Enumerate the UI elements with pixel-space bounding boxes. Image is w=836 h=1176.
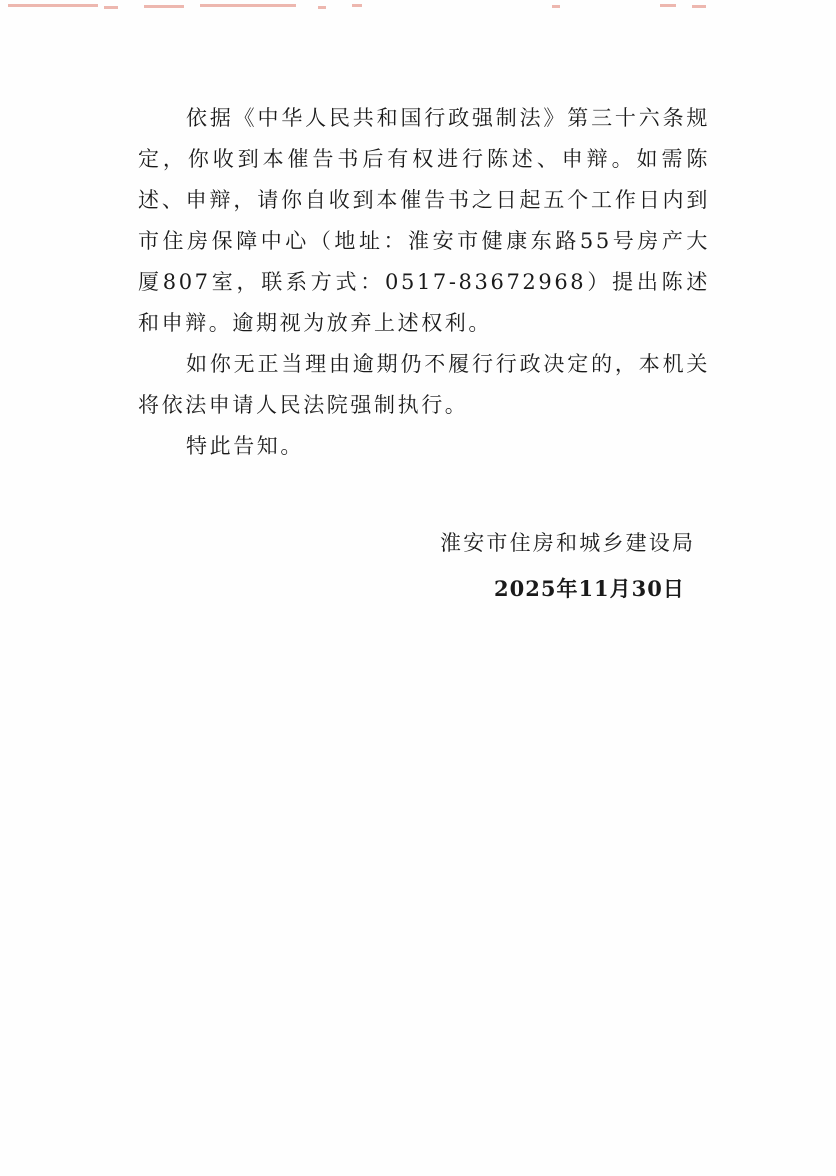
issue-date: 2025年11月30日 [494, 576, 685, 601]
signature-block [440, 520, 710, 612]
issuing-authority: 淮安市住房和城乡建设局 [440, 531, 696, 555]
notice-body [138, 98, 710, 467]
paragraph-statement-rights: 依据《中华人民共和国行政强制法》第三十六条规定，你收到本催告书后有权进行陈述、申辩。如需陈述、申辩，请你自收到本催告书之日起五个工作日内到市住房保障中心（地址：淮安市健康东路55号房产大厦807室，联系方式：0517-83672968）提出陈述和申辩。逾期视为放弃上述权利。 [138, 106, 710, 335]
paragraph-closing: 特此告知。 [186, 434, 304, 458]
scan-edge-marks [0, 0, 836, 14]
paragraph-enforcement: 如你无正当理由逾期仍不履行行政决定的，本机关将依法申请人民法院强制执行。 [138, 352, 710, 417]
